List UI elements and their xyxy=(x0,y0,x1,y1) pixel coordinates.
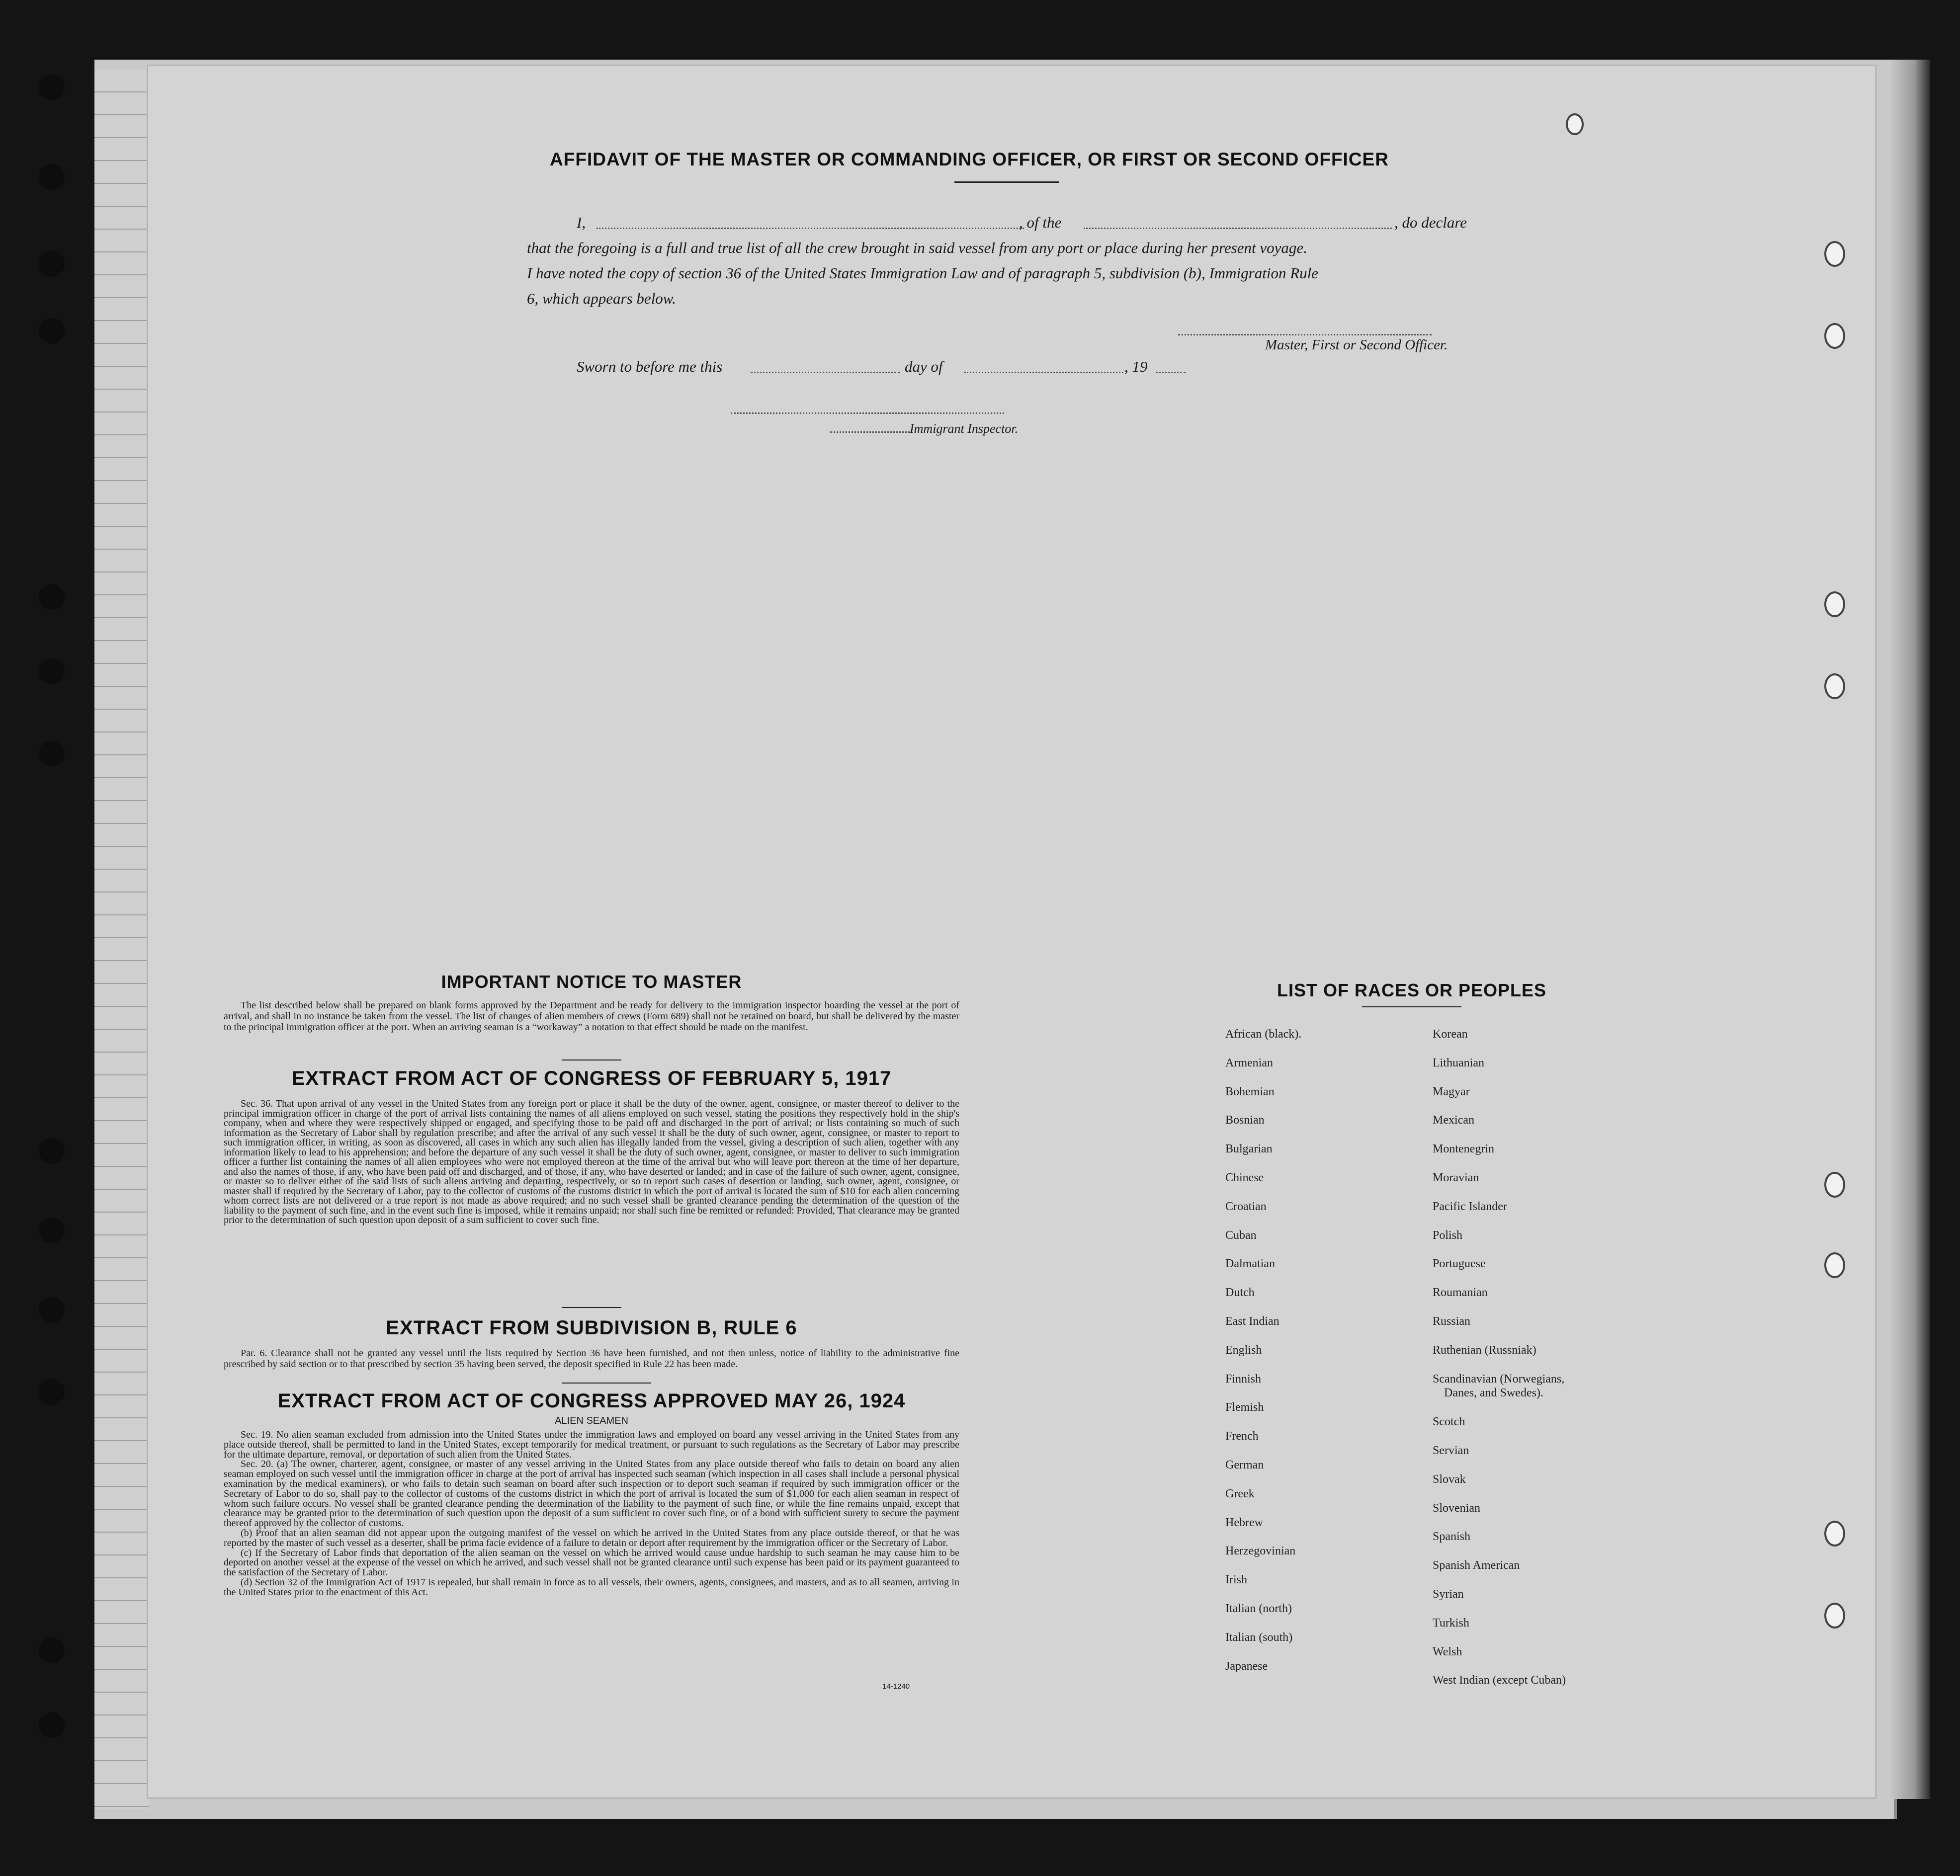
race-item: Welsh xyxy=(1433,1645,1462,1658)
sworn-year-blank[interactable] xyxy=(1156,372,1186,373)
race-item: Scotch xyxy=(1433,1415,1465,1429)
act-1924-subtitle: ALIEN SEAMEN xyxy=(555,1415,628,1426)
race-item: Scandinavian (Norwegians, xyxy=(1433,1372,1565,1386)
binder-hole xyxy=(39,75,65,100)
binder-hole xyxy=(39,740,65,766)
binder-hole xyxy=(39,164,65,190)
title-underline xyxy=(954,181,1059,183)
race-item: Pacific Islander xyxy=(1433,1200,1507,1213)
race-item: Spanish xyxy=(1433,1530,1471,1544)
binder-hole xyxy=(39,1297,65,1323)
race-item: Herzegovinian xyxy=(1225,1545,1296,1558)
race-item: West Indian (except Cuban) xyxy=(1433,1674,1566,1687)
race-item: Ruthenian (Russniak) xyxy=(1433,1343,1536,1357)
race-item: Greek xyxy=(1225,1487,1255,1500)
year-label: , 19 xyxy=(1124,358,1148,375)
day-of-label: day of xyxy=(905,358,943,375)
rule-6-text: Par. 6. Clearance shall not be granted any vessel until the lists required by Section 36 have been furnished, and not then unless, notice of liability to the administrative fine prescribed by said section or to that prescribed by section 35 having been served, the deposit specified in Rule 22 has been made. xyxy=(224,1348,959,1370)
act-1924-sec20c: (c) If the Secretary of Labor finds that deportation of the alien seaman on the vessel on which he arrived would cause undue hardship to such seaman he may cause him to be deported on another vessel at the expense of the vessel on which he arrived, and such vessel shall not be granted clearance until such expense has been paid or its payment guaranteed to the satisfaction of the Secretary of Labor. xyxy=(224,1547,959,1578)
race-item: Danes, and Swedes). xyxy=(1444,1387,1543,1400)
race-item: Magyar xyxy=(1433,1085,1470,1098)
reinforcement-ring xyxy=(1824,1252,1845,1278)
race-item: Korean xyxy=(1433,1028,1468,1041)
race-item: Syrian xyxy=(1433,1588,1464,1601)
sworn-day-blank[interactable] xyxy=(751,372,900,373)
act-1924-sec19: Sec. 19. No alien seaman excluded from admission into the United States under the immigration laws and employed on board any vessel arriving in the United States from any place outside thereof, shall be permitted to land in the United States, except temporarily for medical treatment, or pursuant to such regulations as the Secretary of Labor may prescribe for the ultimate departure, removal, or deportation of such alien from the United States. xyxy=(224,1429,959,1460)
race-item: Dalmatian xyxy=(1225,1257,1275,1271)
ruled-margin-strip xyxy=(94,70,149,1809)
race-item: Montenegrin xyxy=(1433,1142,1494,1156)
race-item: Turkish xyxy=(1433,1616,1469,1630)
sworn-month-blank[interactable] xyxy=(964,372,1123,373)
race-item: English xyxy=(1225,1343,1262,1357)
binder-hole xyxy=(39,1379,65,1405)
race-item: Lithuanian xyxy=(1433,1056,1484,1069)
race-item: Finnish xyxy=(1225,1372,1262,1386)
inspector-label: Immigrant Inspector. xyxy=(910,421,1019,436)
race-item: Hebrew xyxy=(1225,1516,1263,1529)
act-1917-title: EXTRACT FROM ACT OF CONGRESS OF FEBRUARY 5, 1917 xyxy=(291,1067,892,1089)
divider xyxy=(562,1307,621,1308)
notice-block xyxy=(224,1000,959,1033)
binder-hole xyxy=(39,1138,65,1164)
reinforcement-ring xyxy=(1824,1172,1845,1198)
master-signature-line[interactable] xyxy=(1178,334,1432,335)
binder-hole xyxy=(39,318,65,344)
act-1924-sec20a: Sec. 20. (a) The owner, charterer, agent, consignee, or master of any vessel arriving in the United States from any place outside thereof who fails to detain on board any alien seaman employed on such vessel until the immigration officer in charge at the port of arrival has inspected such seaman (which inspection in all cases shall include a personal physical examination by the medical examiners), or who fails to detain such seaman on board after such inspection or to deport such seaman if required by such immigration officer or the Secretary of Labor to do so, shall pay to the collector of customs of the customs district in which the port of arrival is located the sum of $1,000 for each alien seaman in respect of whom such failure occurs. No vessel shall be granted clearance pending the determination of the liability to the payment of such fine, or while the fine remains unpaid, except that clearance may be granted prior to the determination of such question upon the deposit of a sum sufficient to cover such fine, or of a bond with sufficient surety to secure the payment thereof approved by the collector of customs. xyxy=(224,1459,959,1529)
reinforcement-ring xyxy=(1824,323,1845,349)
act-1924-block xyxy=(224,1430,959,1598)
act-1917-block xyxy=(224,1099,959,1225)
race-item: Cuban xyxy=(1225,1228,1257,1242)
race-item: Spanish American xyxy=(1433,1559,1520,1572)
race-item: Servian xyxy=(1433,1444,1469,1457)
race-item: Bulgarian xyxy=(1225,1142,1273,1156)
rule-6-title: EXTRACT FROM SUBDIVISION B, RULE 6 xyxy=(386,1317,797,1339)
master-signature-label: Master, First or Second Officer. xyxy=(1265,337,1448,353)
race-item: East Indian xyxy=(1225,1315,1279,1328)
name-blank[interactable] xyxy=(597,228,1024,229)
affidavit-of-the: , of the xyxy=(1019,214,1062,231)
act-1924-sec20b: (b) Proof that an alien seaman did not appear upon the outgoing manifest of the vessel on which he arrived in the United States from any place outside thereof, or that he was reported by the master of such vessel as a deserter, shall be prima facie evidence of a failure to detain or deport after requirement by the immigration officer or the Secretary of Labor. xyxy=(224,1527,959,1549)
race-item: Irish xyxy=(1225,1573,1247,1587)
race-item: Moravian xyxy=(1433,1171,1479,1184)
binder-hole xyxy=(39,1218,65,1243)
race-item: Polish xyxy=(1433,1228,1463,1242)
race-item: Croatian xyxy=(1225,1200,1267,1213)
race-item: Roumanian xyxy=(1433,1286,1488,1300)
inspector-signature-line-1[interactable] xyxy=(731,412,1004,414)
binder-hole xyxy=(39,584,65,610)
reinforcement-ring xyxy=(1824,1603,1845,1629)
binder-hole xyxy=(39,1637,65,1663)
affidavit-i: I, xyxy=(577,214,586,231)
sworn-label: Sworn to before me this xyxy=(577,358,723,375)
page-edge xyxy=(1890,60,1930,1799)
form-number: 14-1240 xyxy=(882,1682,910,1691)
affidavit-line-4: 6, which appears below. xyxy=(527,290,676,307)
race-item: Slovenian xyxy=(1433,1501,1480,1515)
race-item: Russian xyxy=(1433,1315,1471,1328)
notice-title: IMPORTANT NOTICE TO MASTER xyxy=(441,972,742,992)
race-item: Bohemian xyxy=(1225,1085,1275,1098)
affidavit-line-2: that the foregoing is a full and true list of all the crew brought in said vessel from any port or place during her present voyage. xyxy=(527,239,1307,256)
reinforcement-ring xyxy=(1824,1521,1845,1547)
reinforcement-ring xyxy=(1824,241,1845,267)
rule-6-block xyxy=(224,1348,959,1370)
race-item: Armenian xyxy=(1225,1056,1273,1069)
reinforcement-ring xyxy=(1566,113,1584,135)
affidavit-title: AFFIDAVIT OF THE MASTER OR COMMANDING OFFICER, OR FIRST OR SECOND OFFICER xyxy=(550,149,1389,169)
divider xyxy=(562,1383,651,1384)
race-item: Mexican xyxy=(1433,1114,1474,1127)
race-item: Slovak xyxy=(1433,1472,1466,1486)
race-item: Japanese xyxy=(1225,1659,1268,1673)
race-item: Italian (north) xyxy=(1225,1602,1292,1615)
act-1917-text: Sec. 36. That upon arrival of any vessel in the United States from any foreign port or place it shall be the duty of the owner, agent, consignee, or master thereof to deliver to the principal immigration officer in charge of the port of arrival lists containing the names of all aliens employed on such vessel, stating the positions they respectively hold in the ship's company, when and where they were respectively shipped or engaged, and specifying those to be paid off and discharged in the port of arrival; or lists containing so much of such information as the Secretary of Labor shall by regulation prescribe; and after the arrival of any such vessel it shall be the duty of such owner, agent, consignee, or master to report to such immigration officer, in writing, as soon as discovered, all cases in which any such alien has illegally landed from the vessel, giving a description of such alien, together with any information likely to lead to his apprehension; and before the departure of any such vessel it shall be the duty of such owner, agent, consignee, or master to deliver to such immigration officer a further list containing the names of all alien employees who were not employed thereon at the time of the arrival but who will leave port thereon at the time of her departure, and also the names of those, if any, who have been paid off and discharged, and of those, if any, who have deserted or landed; and in case of the failure of such owner, agent, consignee, or master so to deliver either of the said lists of such aliens arriving and departing, respectively, or so to report such cases of desertion or landing, such owner, agent, consignee, or master shall if required by the Secretary of Labor, pay to the collector of customs of the customs district in which the port of arrival is located the sum of $10 for each alien concerning whom correct lists are not delivered or a true report is not made as above required; and no such vessel shall be granted clearance pending the determination of the question of the liability to the payment of such fine, and in the event such fine is imposed, while it remains unpaid; nor shall such fine be remitted or refunded: Provided, That clearance may be granted prior to the determination of such question upon deposit of a sum sufficient to cover such fine. xyxy=(224,1098,959,1225)
binder-hole xyxy=(39,658,65,684)
affidavit-line-3: I have noted the copy of section 36 of the United States Immigration Law and of paragraph 5, subdivision (b), Immigration Rule xyxy=(527,264,1319,282)
race-item: Portuguese xyxy=(1433,1257,1486,1271)
race-item: Flemish xyxy=(1225,1401,1264,1414)
affidavit-do-declare: , do declare xyxy=(1394,214,1467,231)
inspector-signature-line-2[interactable] xyxy=(830,431,910,433)
binder-hole xyxy=(39,1712,65,1738)
race-item: French xyxy=(1225,1430,1259,1443)
race-item: Chinese xyxy=(1225,1171,1264,1184)
race-item: Italian (south) xyxy=(1225,1631,1293,1644)
race-item: Bosnian xyxy=(1225,1114,1265,1127)
reinforcement-ring xyxy=(1824,591,1845,617)
vessel-blank[interactable] xyxy=(1084,228,1392,229)
reinforcement-ring xyxy=(1824,673,1845,699)
binder-hole xyxy=(39,251,65,277)
race-item: German xyxy=(1225,1459,1264,1471)
races-title: LIST OF RACES OR PEOPLES xyxy=(1277,980,1547,1000)
race-item: African (black). xyxy=(1225,1028,1302,1041)
act-1924-sec20d: (d) Section 32 of the Immigration Act of 1917 is repealed, but shall remain in force as to all vessels, their owners, agents, consignees, and masters, and as to all seamen, arriving in the United States prior to the enactment of this Act. xyxy=(224,1576,959,1598)
divider xyxy=(1362,1006,1461,1007)
notice-text: The list described below shall be prepared on blank forms approved by the Department and be ready for delivery to the immigration inspector boarding the vessel at the port of arrival, and shall in no instance be taken from the vessel. The list of changes of alien members of crews (Form 689) shall not be retained on board, but shall be delivered by the master to the principal immigration officer at the port. When an arriving seaman is a “workaway” a notation to that effect should be made on the manifest. xyxy=(224,1000,959,1033)
act-1924-title: EXTRACT FROM ACT OF CONGRESS APPROVED MAY 26, 1924 xyxy=(277,1390,906,1412)
race-item: Dutch xyxy=(1225,1286,1255,1300)
